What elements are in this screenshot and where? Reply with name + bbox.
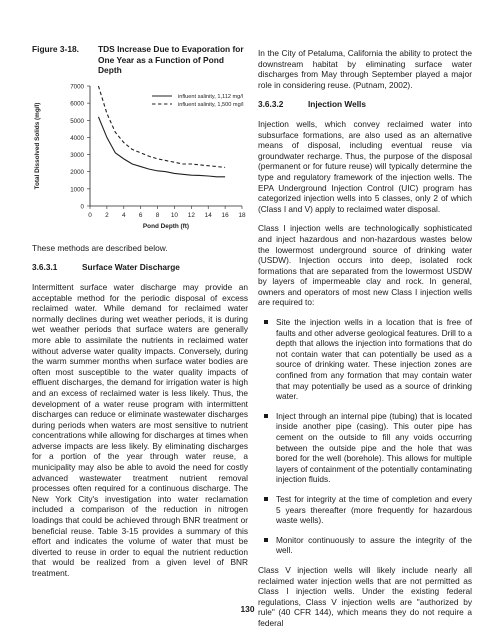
figure-title: TDS Increase Due to Evaporation for One Year as a Function of Pond Depth [98,44,244,76]
bullet-square-icon [264,497,268,501]
list-item [258,411,472,485]
right-column [258,48,472,638]
x-tick-label: 2 [105,211,109,219]
list-item-text: Inject through an internal pipe (tubing) that is located inside another pipe (casing). This outer pipe has cement on the outside to fill any voids occurring between the outside pipe and the hole that was bored for the well (borehole). This allows for multiple layers of containment of the potentially contaminating injection fluids. [276,410,472,485]
y-tick-label: 2000 [70,168,84,176]
x-tick-label: 10 [170,211,178,219]
figure-number: Figure 3-18. [32,44,80,54]
list-item-text: Test for integrity at the time of completion and every 5 years thereafter (more frequently for hazardous waste wells). [276,493,472,526]
petaluma-paragraph: In the City of Petaluma, California the ability to protect the downstream habitat by eliminating surface water discharges from May through September played a major role in considering reuse. (Putnam, 2002). [258,48,472,90]
list-item-text: Monitor continuously to assure the integrity of the well. [276,534,472,556]
x-tick-label: 6 [138,211,143,219]
methods-text: These methods are described below. [32,242,168,253]
requirements-list [258,317,472,556]
section-heading-surface-water [32,262,248,273]
list-item [258,317,472,402]
x-tick-label: 0 [88,211,92,219]
figure-caption [32,44,248,76]
injection-wells-paragraph: Injection wells, which convey reclaimed water into subsurface formations, are also used as an alternative means of disposal, including eventual reuse via groundwater recharge. Thus, the purpose of the disposal (permanent or for future reuse) will typically determine the type and regulatory framework of the injection wells. The EPA Underground Injection Control (UIC) program has categorized injection wells into 5 classes, only 2 of which (Class I and V) apply to reclaimed water disposal. [258,118,472,214]
x-tick-label: 14 [204,211,212,219]
x-tick-label: 4 [121,211,126,219]
y-tick-label: 4000 [70,134,84,142]
list-item-text: Site the injection wells in a location that is free of faults and other adverse geological features. Drill to a depth that allows the injection into formations that do not contain water that can potentially be used as a source of drinking water. These injection zones are confined from any formation that may contain water that may potentially be used as a source of drinking water. [276,317,473,402]
left-column [32,44,248,588]
class-one-paragraph: Class I injection wells are technologically sophisticated and inject hazardous and non-hazardous wastes below the lowermost underground source of drinking water (USDW). Injection occurs into deep, isolated rock formations that are separated from the lowermost USDW by layers of impermeable clay and rock. In general, owners and operators of most new Class I injection wells are required to: [258,223,472,308]
surface-water-paragraph: Intermittent surface water discharge may provide an acceptable method for the periodic disposal of excess reclaimed water. While demand for reclaimed water normally declines during wet weather periods, it is during wet weather periods that surface waters are generally more able to assimilate the nutrients in reclaimed water without adverse water quality impacts. Conversely, during the warm summer months when surface water bodies are often most susceptible to the water quality impacts of effluent discharges, the demand for irrigation water is high and an excess of reclaimed water is less likely. Thus, the development of a water reuse program with intermittent discharges can reduce or eliminate wastewater discharges during periods when waters are most sensitive to nutrient concentrations while allowing for discharges at times when adverse impacts are less likely. By eliminating discharges for a portion of the year through water reuse, a municipality may also be able to avoid the need for costly advanced wastewater treatment nutrient removal processes often required for a continuous discharge. The New York City's investigation into water reclamation included a comparison of the reduction in nitrogen loadings that could be achieved through BNR treatment or beneficial reuse. Table 3-15 provides a summary of this effort and indicates the volume of water that must be diverted to reuse in order to equal the nutrient reduction that would be realized from a given level of BNR treatment. [32,281,248,578]
x-tick-label: 18 [238,211,246,219]
bullet-square-icon [264,414,268,418]
x-tick-label: 16 [221,211,229,219]
x-tick-label: 8 [155,211,160,219]
y-tick-label: 0 [80,203,84,211]
section-title: Injection Wells [308,99,366,110]
section-number: 3.6.3.1 [32,262,58,273]
section-number: 3.6.3.2 [258,99,284,110]
y-tick-label: 7000 [70,83,84,91]
legend-label: influent salinity, 1,112 mg/l [178,93,244,100]
y-tick-label: 1000 [70,186,84,194]
bullet-square-icon [264,538,268,542]
y-tick-label: 3000 [70,151,84,159]
y-tick-label: 6000 [70,100,84,108]
class-five-paragraph: Class V injection wells will likely include nearly all reclaimed water injection wells that are not permitted as Class I injection wells. Under the existing federal regulations, Class V injection wells are "authorized by rule" (40 CFR 144), which means they do not require a federal [258,564,472,628]
section-title: Surface Water Discharge [82,262,180,273]
y-axis-label: Total Dissolved Solids (mg/l) [34,102,41,190]
legend-label: influent salinity, 1,500 mg/l [178,101,244,108]
x-tick-label: 12 [187,211,195,219]
tds-chart-svg [32,80,248,235]
list-item [258,494,472,526]
series-line-1 [98,117,225,177]
section-heading-injection-wells [258,99,472,110]
y-tick-label: 5000 [70,117,84,125]
bullet-square-icon [264,320,268,324]
x-axis-label: Pond Depth (ft) [142,222,190,230]
tds-chart [32,80,248,235]
page-number: 130 [240,604,255,614]
list-item [258,535,472,556]
